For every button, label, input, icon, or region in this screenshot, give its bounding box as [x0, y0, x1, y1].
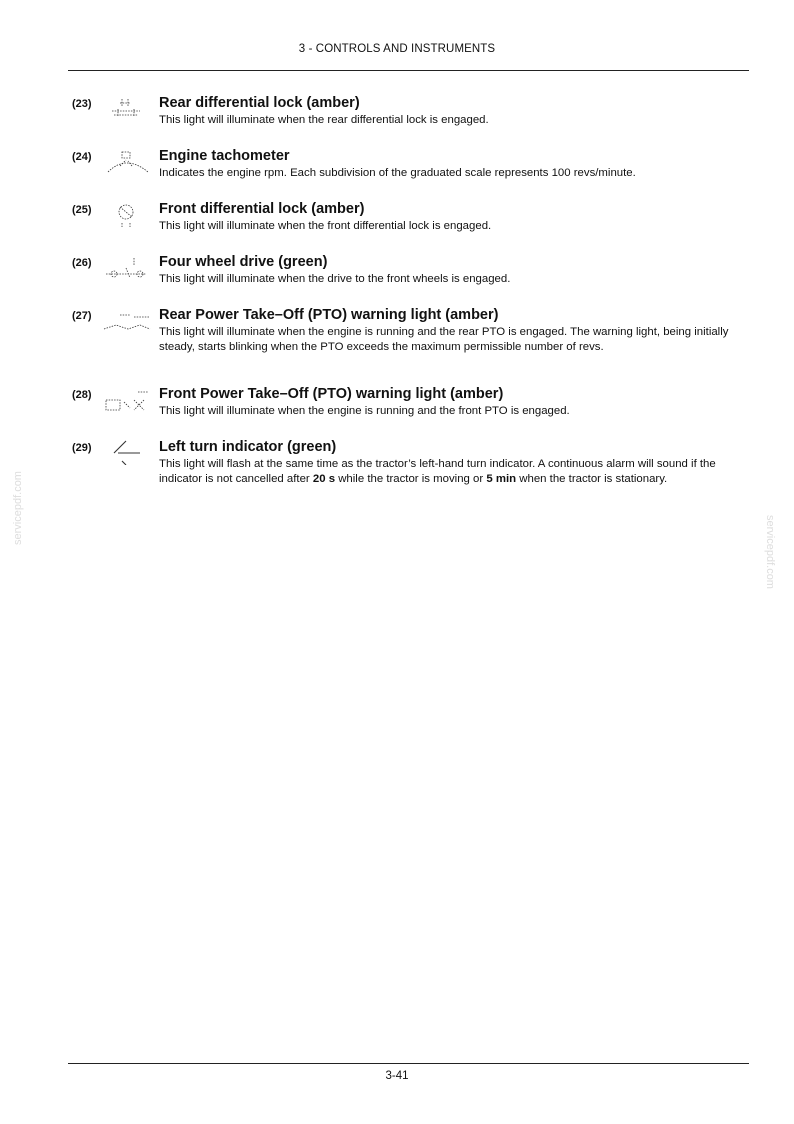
- entry-number: (27): [72, 310, 92, 322]
- description-text: when the tractor is stationary.: [516, 473, 668, 485]
- rear-pto-icon: [100, 307, 154, 333]
- entry-description: Indicates the engine rpm. Each subdivision of the graduated scale represents 100 revs/minute.: [159, 167, 636, 179]
- entry-number: (26): [72, 257, 92, 269]
- engine-tachometer-icon: [100, 148, 154, 174]
- page-number: 3-41: [385, 1070, 409, 1082]
- entry-title: Left turn indicator (green): [159, 439, 337, 455]
- description-text: while the tractor is moving or: [335, 473, 487, 485]
- description-bold-value: 5 min: [486, 473, 517, 485]
- watermark-left: servicepdf.com: [12, 471, 24, 545]
- page-header-title: 3 - CONTROLS AND INSTRUMENTS: [298, 43, 496, 55]
- entry-description: This light will illuminate when the engine is running and the front PTO is engaged.: [159, 405, 570, 417]
- entry-number: (24): [72, 151, 92, 163]
- footer-rule: [68, 1063, 749, 1064]
- entry-title: Front Power Take–Off (PTO) warning light (amber): [159, 386, 504, 402]
- entry-description: This light will illuminate when the front differential lock is engaged.: [159, 220, 492, 232]
- front-differential-lock-icon: [100, 201, 154, 227]
- entry-title: Four wheel drive (green): [159, 254, 328, 270]
- left-turn-indicator-icon: [100, 439, 154, 465]
- entry-title: Rear Power Take–Off (PTO) warning light (amber): [159, 307, 499, 323]
- header-rule: [68, 70, 749, 71]
- entry-number: (28): [72, 389, 92, 401]
- entry-title: Front differential lock (amber): [159, 201, 365, 217]
- entry-description: This light will illuminate when the rear differential lock is engaged.: [159, 114, 489, 126]
- entry-description: [159, 457, 744, 487]
- description-text: This light will flash at the same time as the tractor’s left-hand turn indicator. A continuous alarm will sound if the indicator is not cancelled after: [159, 458, 716, 485]
- entry-description: This light will illuminate when the engine is running and the rear PTO is engaged. The warning light, being initially steady, starts blinking when the PTO exceeds the maximum permissible number of revs.: [159, 326, 729, 353]
- rear-differential-lock-icon: [100, 95, 154, 121]
- front-pto-icon: [100, 386, 154, 412]
- four-wheel-drive-icon: [100, 254, 154, 280]
- entry-title: Rear differential lock (amber): [159, 95, 360, 111]
- watermark-right: servicepdf.com: [764, 515, 776, 589]
- entry-number: (29): [72, 442, 92, 454]
- description-bold-value: 20 s: [312, 473, 336, 485]
- entry-number: (23): [72, 98, 92, 110]
- entry-title: Engine tachometer: [159, 148, 290, 164]
- entry-number: (25): [72, 204, 92, 216]
- entry-description: This light will illuminate when the drive to the front wheels is engaged.: [159, 273, 511, 285]
